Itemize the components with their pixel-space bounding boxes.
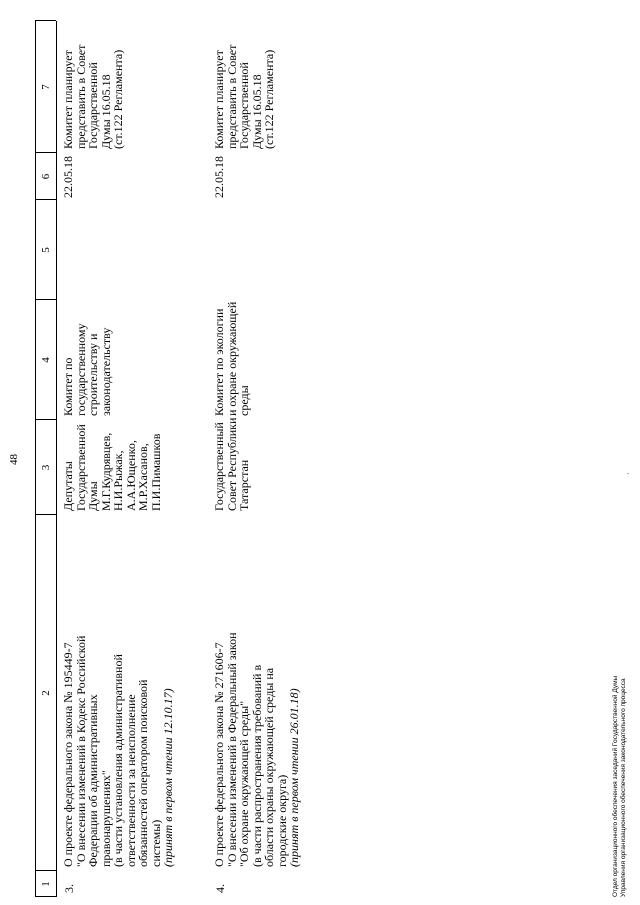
committee-line: Комитет по	[61, 357, 75, 416]
initiator-line: Думы	[86, 481, 100, 511]
bill-text-line: (в части распространения требований в	[249, 664, 264, 867]
row-number: 4.	[213, 884, 227, 893]
committee-line: законодательству	[98, 327, 113, 416]
initiator-line: Государственной	[73, 424, 88, 511]
table-header-bottom-border	[56, 21, 57, 897]
scan-mark: ·	[624, 472, 633, 475]
row-4-committee	[213, 301, 251, 416]
row-3-status	[62, 21, 125, 149]
row-3-bill-description	[62, 517, 175, 867]
column-header-7: 7	[39, 84, 52, 90]
initiator-line: Совет Республики	[224, 417, 239, 511]
column-header-1: 1	[39, 881, 52, 887]
bill-text-line: Федерации об административных	[86, 694, 100, 867]
column-header-5: 5	[39, 247, 52, 253]
committee-line: строительству и	[86, 333, 100, 416]
row-4-bill-description	[213, 517, 301, 867]
row-3-date: 22.05.18	[61, 156, 75, 198]
status-line: Государственной	[237, 62, 251, 149]
column-header-6: 6	[39, 173, 52, 180]
initiator-line: М.Р.Хасанов,	[136, 443, 150, 511]
initiator-line: А.А.Ющенко,	[123, 440, 138, 511]
bill-text-line: "О внесении изменений в Федеральный закон	[224, 632, 239, 867]
initiator-line: П.И.Пимашков	[148, 433, 163, 511]
status-line: Комитет планирует	[212, 50, 226, 149]
bill-text-line: О проекте федерального закона № 195449-7	[61, 642, 75, 867]
row-number: 3.	[62, 884, 76, 893]
row-4-date: 22.05.18	[212, 156, 226, 198]
status-line: представить в Совет	[224, 44, 239, 149]
footer-line-1: Отдел организационного обеспечения заседаний Государственной Думы	[612, 675, 619, 897]
status-line: Думы 16.05.18	[249, 74, 264, 149]
footer-line-2: Управления организационного обеспечения законодательного процесса	[620, 678, 627, 897]
committee-line: государственному	[73, 323, 88, 416]
row-3-initiators	[62, 421, 162, 511]
bill-text-line: обязанностей оператором поисковой	[136, 679, 150, 867]
status-line: (ст.122 Регламента)	[262, 49, 276, 149]
row-4-status	[213, 21, 276, 149]
column-header-2: 2	[39, 690, 52, 696]
status-line: Государственной	[86, 62, 100, 149]
bill-text-line: О проекте федерального закона № 271606-7	[212, 642, 226, 867]
bill-text-line: правонарушениях"	[98, 770, 113, 867]
initiator-line: Депутаты	[61, 461, 75, 511]
status-line: Думы 16.05.18	[98, 74, 113, 149]
bill-text-line: области охраны окружающей среды на	[262, 667, 276, 867]
committee-line: среды	[237, 385, 251, 416]
bill-text-line: (в части установления административной	[111, 654, 125, 867]
bill-text-line: системы)	[148, 819, 163, 867]
column-header-4: 4	[39, 357, 52, 363]
committee-line: Комитет по экологии	[212, 308, 226, 416]
row-4-initiators	[213, 416, 251, 511]
row-3-committee	[62, 301, 112, 416]
status-line: представить в Совет	[73, 44, 88, 149]
initiator-line: Н.И.Рыжак,	[111, 450, 125, 511]
bill-text-line: "Об охране окружающей среды"	[237, 700, 251, 867]
status-line: (ст.122 Регламента)	[111, 49, 125, 149]
initiator-line: М.Г.Кудрявцев,	[98, 432, 113, 511]
column-header-3: 3	[39, 464, 52, 471]
initiator-line: Государственный	[212, 422, 226, 511]
first-reading-note: (принят в первом чтении 26.01.18)	[287, 688, 301, 867]
bill-text-line: ответственности за неисполнение	[123, 694, 138, 867]
initiator-line: Татарстан	[237, 459, 251, 511]
page-number: 48	[8, 454, 20, 465]
committee-line: и охране окружающей	[224, 301, 239, 416]
bill-text-line: городские округа)	[274, 774, 289, 867]
bill-text-line: "О внесении изменений в Кодекс Российской	[73, 635, 88, 867]
status-line: Комитет планирует	[61, 50, 75, 149]
footer	[612, 676, 628, 897]
first-reading-note: (принят в первом чтении 12.10.17)	[161, 688, 175, 867]
